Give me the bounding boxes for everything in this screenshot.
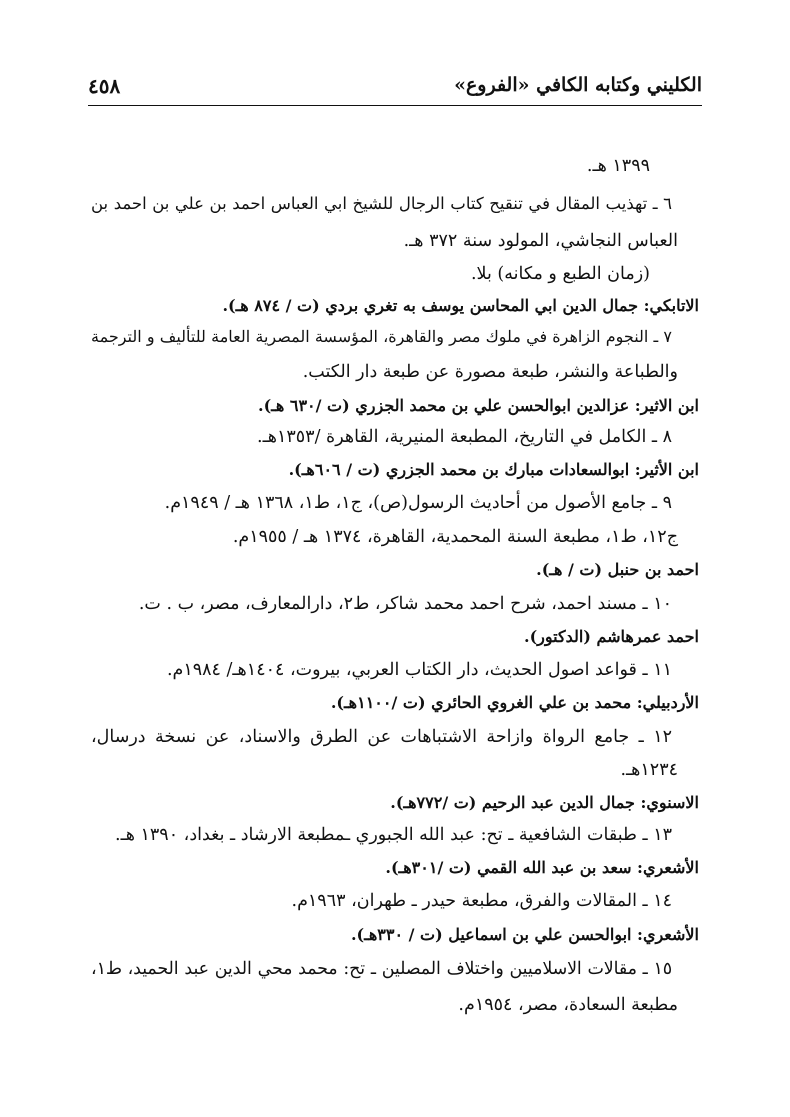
author-heading: احمد عمرهاشم (الدكتور). [524,627,699,646]
author-heading: ابن الاثير: عزالدين ابوالحسن علي بن محمد الجزري (ت /٦٣٠ هـ). [258,396,699,415]
author-heading: الأردبيلي: محمد بن علي الغروي الحائري (ت /١١٠٠هـ). [330,693,699,712]
entry-line: ٧ ـ النجوم الزاهرة في ملوك مصر والقاهرة، المؤسسة المصرية العامة للتأليف و الترجمة [91,327,673,346]
entry-line: ٨ ـ الكامل في التاريخ، المطبعة المنيرية، القاهرة /١٣٥٣هـ. [257,427,672,447]
entry-line: ١٢ ـ جامع الرواة وازاحة الاشتباهات عن الطرق والاسناد، عن نسخة درسال، [91,727,672,747]
running-title: الكليني وكتابه الكافي «الفروع» [454,74,702,96]
entry-line: ١١ ـ قواعد اصول الحديث، دار الكتاب العربي، بيروت، ١٤٠٤هـ/ ١٩٨٤م. [166,660,672,680]
entry-line: ١٤ ـ المقالات والفرق، مطبعة حيدر ـ طهران، ١٩٦٣م. [291,891,672,911]
author-heading: احمد بن حنبل (ت / هـ). [536,560,699,579]
entry-line: ١٠ ـ مسند احمد، شرح احمد محمد شاكر، ط٢، دارالمعارف، مصر، ب . ت. [138,594,672,614]
entry-line: ٦ ـ تهذيب المقال في تنقيح كتاب الرجال للشيخ ابي العباس احمد بن علي بن احمد بن [91,194,672,213]
entry-line: ٩ ـ جامع الأصول من أحاديث الرسول(ص)، ج١، ط١، ١٣٦٨ هـ / ١٩٤٩م. [164,493,672,513]
text-line: (زمان الطبع و مكانه) بلا. [470,264,650,284]
entry-line: ١٣ ـ طبقات الشافعية ـ تح: عبد الله الجبوري ـمطبعة الارشاد ـ بغداد، ١٣٩٠ هـ. [115,825,672,845]
text-line: مطبعة السعادة، مصر، ١٩٥٤م. [458,995,678,1015]
author-heading: الأشعري: سعد بن عبد الله القمي (ت /٣٠١هـ). [385,858,699,877]
author-heading: الأشعري: ابوالحسن علي بن اسماعيل (ت / ٣٣٠هـ). [350,925,699,944]
author-heading: ابن الأثير: ابوالسعادات مبارك بن محمد الجزري (ت / ٦٠٦هـ). [288,460,699,479]
entry-line: ١٥ ـ مقالات الاسلاميين واختلاف المصلين ـ تح: محمد محي الدين عبد الحميد، ط١، [91,959,672,979]
text-line: ١٣٩٩ هـ. [586,156,650,176]
page-number: ٤٥٨ [88,74,121,98]
running-header [88,72,702,102]
text-line: والطباعة والنشر، طبعة مصورة عن طبعة دار الكتب. [302,362,678,382]
author-heading: الاتابكي: جمال الدين ابي المحاسن يوسف به تغري بردي (ت / ٨٧٤ هـ). [222,296,699,315]
text-line: العباس النجاشي، المولود سنة ٣٧٢ هـ. [403,231,678,251]
text-line: ج١٢، ط١، مطبعة السنة المحمدية، القاهرة، ١٣٧٤ هـ / ١٩٥٥م. [232,527,678,547]
header-rule [88,105,702,106]
text-line: ١٢٣٤هـ. [620,760,678,780]
author-heading: الاسنوي: جمال الدين عبد الرحيم (ت /٧٧٢هـ). [390,793,699,812]
